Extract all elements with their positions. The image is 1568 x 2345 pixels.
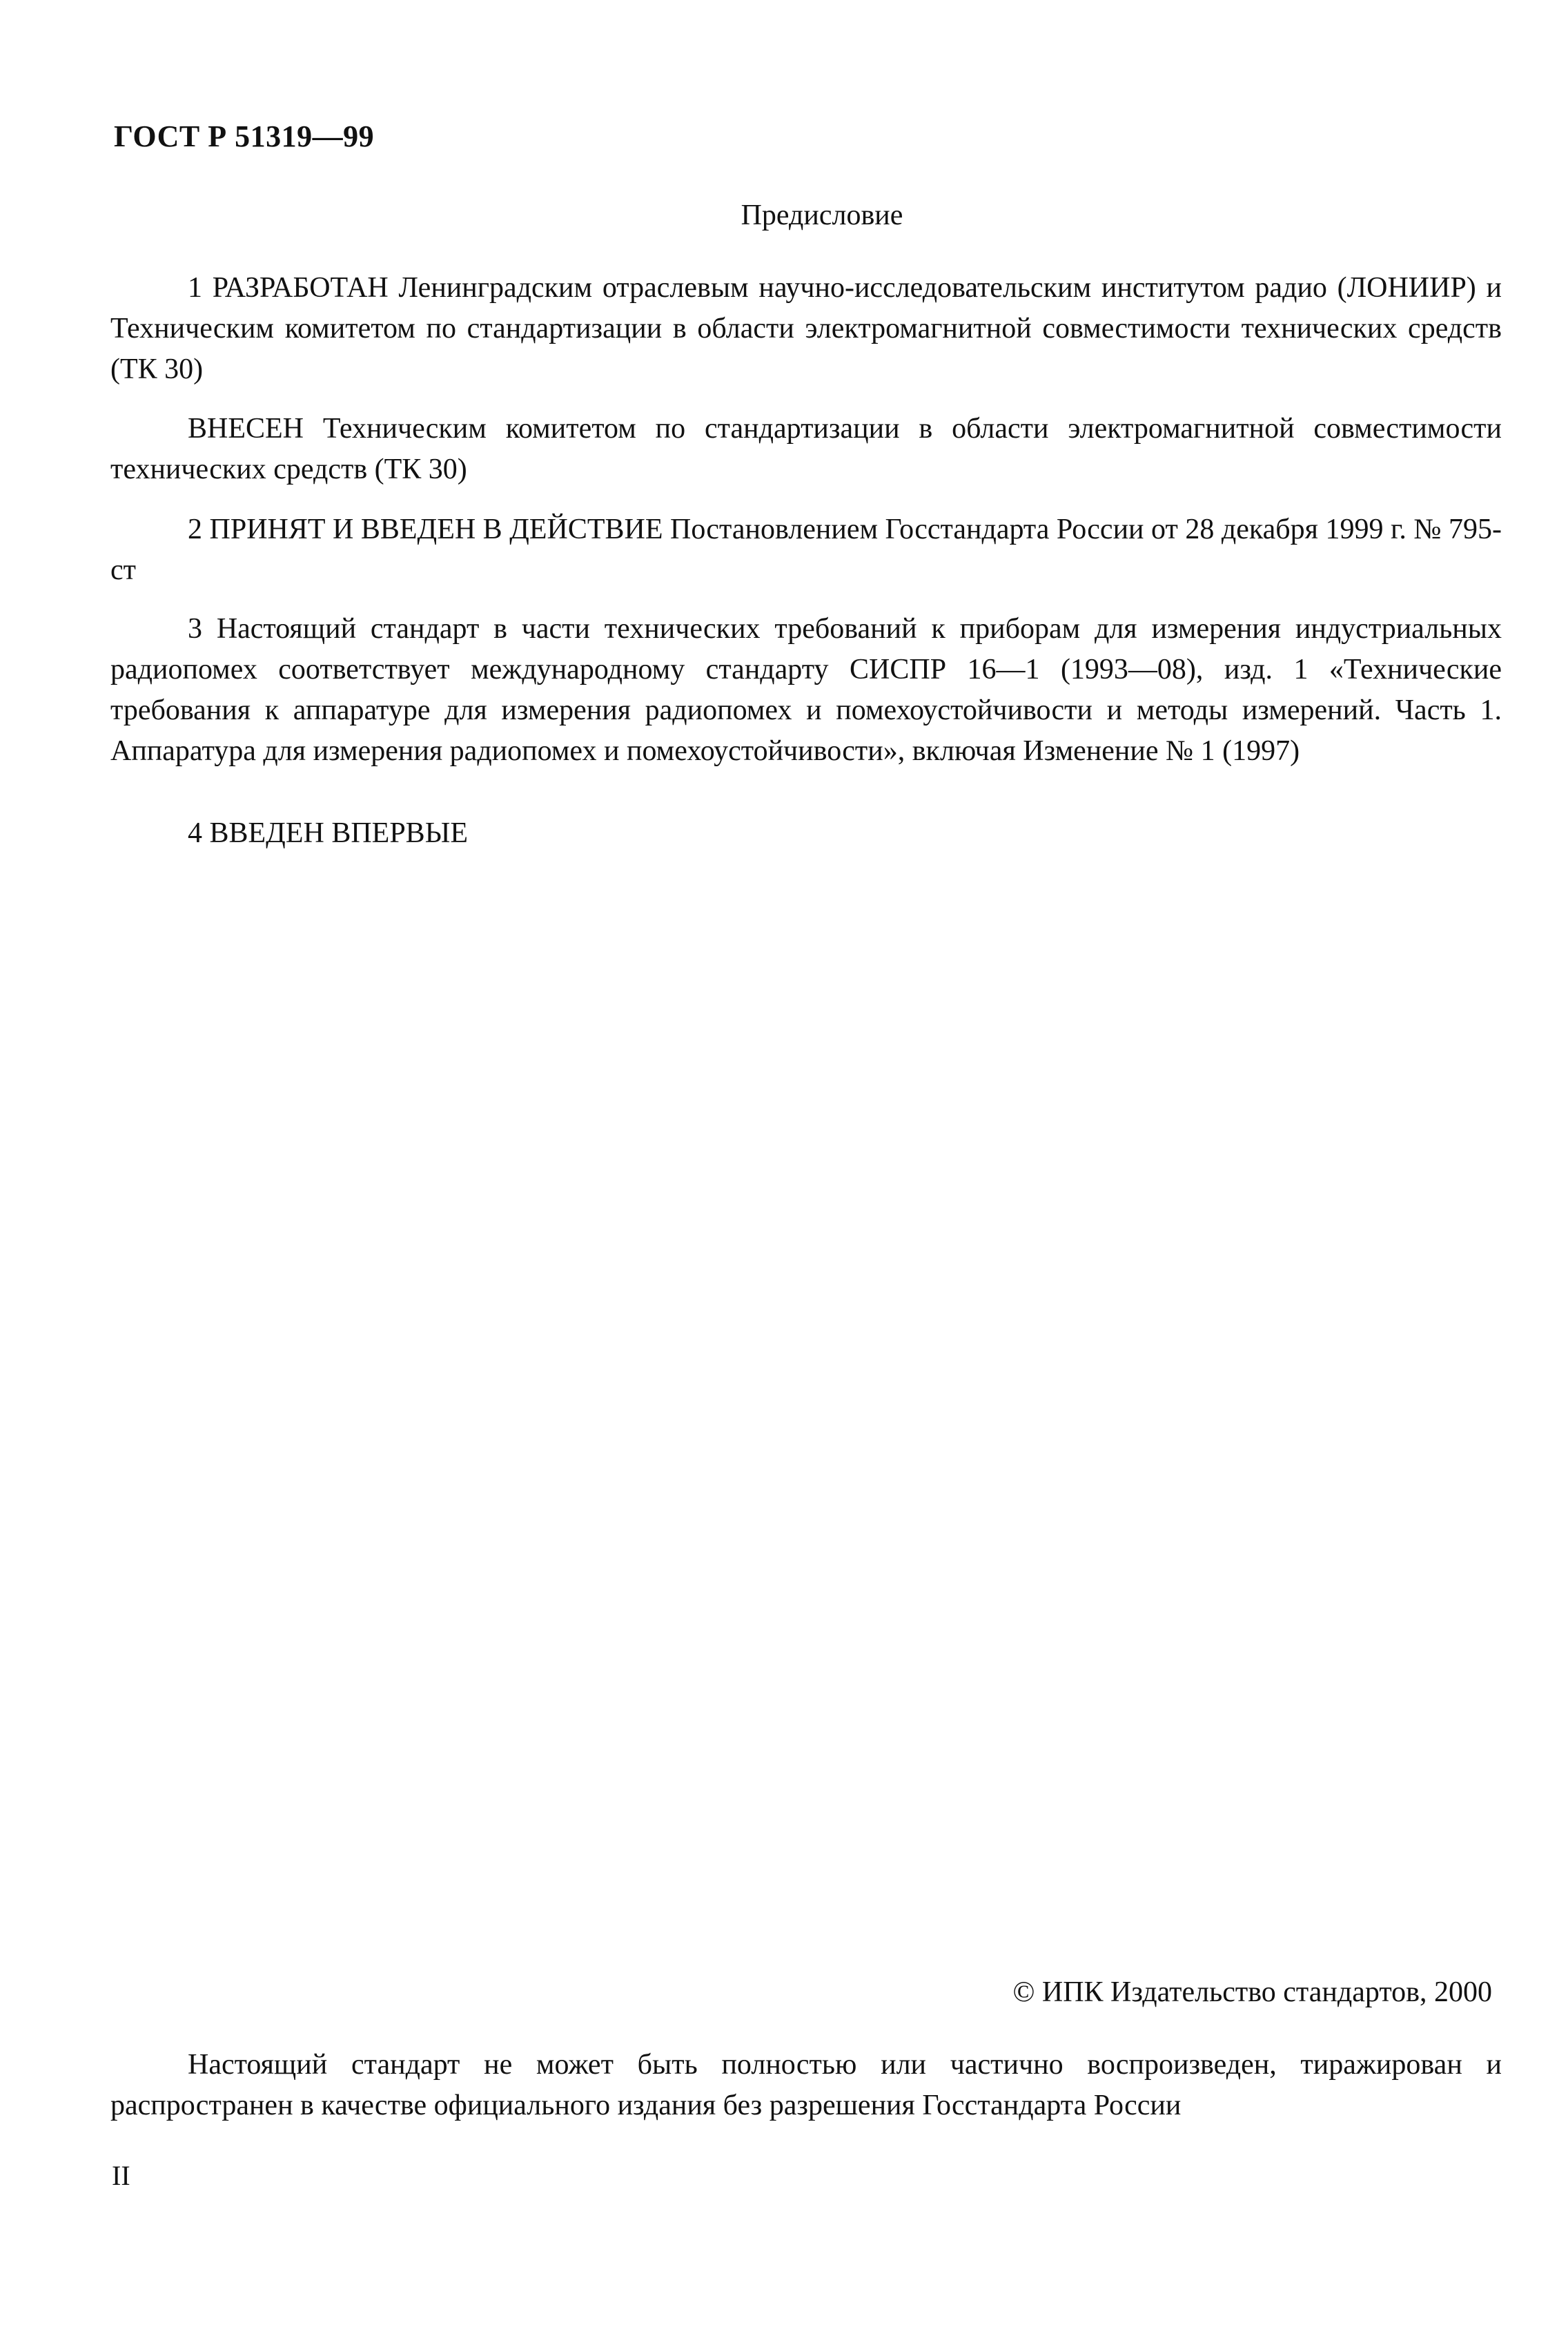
page-number: II xyxy=(112,2160,130,2191)
paragraph-developed-by: 1 РАЗРАБОТАН Ленинградским отраслевым научно-исследовательским институтом радио (ЛОНИИР) и Техническим комитетом по стандартизации в области электромагнитной совместимости технических средств (ТК 30) xyxy=(110,272,1502,385)
preface-heading: Предисловие xyxy=(741,200,903,231)
paragraph-introduced-by: ВНЕСЕН Техническим комитетом по стандартизации в области электромагнитной совместимости технических средств (ТК 30) xyxy=(110,413,1502,485)
paragraph-adopted: 2 ПРИНЯТ И ВВЕДЕН В ДЕЙСТВИЕ Постановлением Госстандарта России от 28 декабря 1999 г. № 795-ст xyxy=(110,514,1502,586)
reproduction-notice: Настоящий стандарт не может быть полностью или частично воспроизведен, тиражирован и распространен в качестве официального издания без разрешения Госстандарта России xyxy=(110,2049,1502,2121)
paragraph-first-introduced: 4 ВВЕДЕН ВПЕРВЫЕ xyxy=(188,817,468,849)
document-code: ГОСТ Р 51319—99 xyxy=(114,119,375,153)
copyright-line: © ИПК Издательство стандартов, 2000 xyxy=(1012,1976,1492,2008)
paragraph-conformity: 3 Настоящий стандарт в части технических требований к приборам для измерения индустриальных радиопомех соответствует международному стандарту СИСПР 16—1 (1993—08), изд. 1 «Технические требования к аппаратуре для измерения радиопомех и помехоустойчивости и методы измерений. Часть 1. Аппаратура для измерения радиопомех и помехоустойчивости», включая Изменение № 1 (1997) xyxy=(110,613,1502,767)
